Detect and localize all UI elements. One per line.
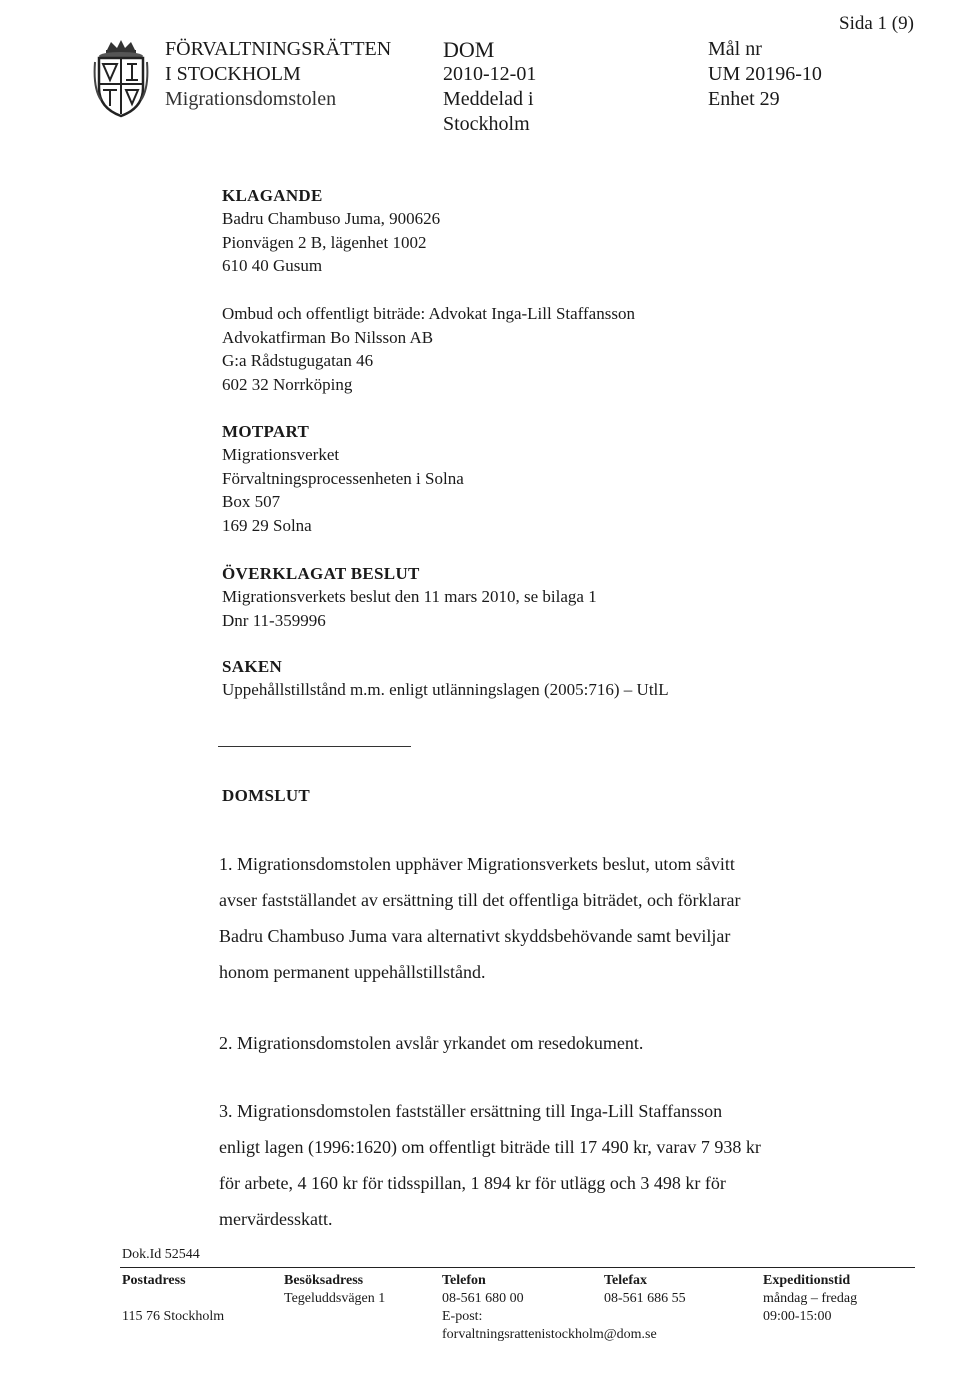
court-line-2: I STOCKHOLM	[165, 63, 301, 85]
ombud-section	[222, 302, 635, 396]
unit-label: Enhet 29	[708, 88, 780, 110]
meddelad-label: Meddelad i	[443, 88, 534, 110]
domslut-point-1	[219, 846, 740, 990]
decision-date: 2010-12-01	[443, 63, 537, 85]
section-divider	[218, 746, 411, 747]
domslut-line: mervärdesskatt.	[219, 1209, 333, 1229]
postadress-label: Postadress	[122, 1273, 186, 1288]
telefon-label: Telefon	[442, 1273, 486, 1288]
footer-divider	[120, 1267, 915, 1268]
case-info	[708, 37, 822, 112]
saken-line: Uppehållstillstånd m.m. enligt utlänningslagen (2005:716) – UtlL	[222, 680, 669, 699]
document-type: DOM	[443, 37, 495, 62]
footer-telefax	[604, 1272, 686, 1308]
ombud-line: Ombud och offentligt biträde: Advokat Inga-Lill Staffansson	[222, 304, 635, 323]
footer-expeditionstid	[763, 1272, 857, 1326]
domslut-point-2	[219, 1025, 643, 1061]
ombud-line: 602 32 Norrköping	[222, 374, 353, 394]
motpart-line: 169 29 Solna	[222, 515, 312, 535]
expeditionstid-label: Expeditionstid	[763, 1273, 851, 1288]
case-number: UM 20196-10	[708, 63, 822, 85]
klagande-line: 610 40 Gusum	[222, 256, 323, 275]
footer-postadress	[122, 1272, 224, 1326]
telefon-value: 08-561 680 00	[442, 1291, 524, 1306]
domslut-line: enligt lagen (1996:1620) om offentligt biträde till 17 490 kr, varav 7 938 kr	[219, 1137, 761, 1157]
motpart-section	[222, 420, 464, 537]
klagande-line: Badru Chambuso Juma, 900626	[222, 209, 441, 228]
expeditionstid-days: måndag – fredag	[763, 1291, 858, 1306]
klagande-line: Pionvägen 2 B, lägenhet 1002	[222, 232, 427, 252]
expeditionstid-hours: 09:00-15:00	[763, 1309, 832, 1324]
court-emblem	[93, 36, 149, 118]
saken-heading: SAKEN	[222, 657, 283, 676]
overklagat-section	[222, 562, 597, 632]
document-id: Dok.Id 52544	[122, 1247, 200, 1262]
page-indicator: Sida 1 (9)	[839, 13, 914, 34]
decision-city: Stockholm	[443, 113, 530, 135]
domslut-heading: DOMSLUT	[222, 786, 311, 805]
motpart-heading: MOTPART	[222, 422, 310, 441]
court-line-3: Migrationsdomstolen	[165, 88, 337, 110]
domslut-line: honom permanent uppehållstillstånd.	[219, 962, 486, 982]
epost-value: forvaltningsrattenistockholm@dom.se	[442, 1327, 657, 1342]
domslut-line: avser fastställandet av ersättning till det offentliga biträdet, och förklarar	[219, 890, 741, 910]
motpart-line: Förvaltningsprocessenheten i Solna	[222, 468, 464, 488]
telefax-label: Telefax	[604, 1273, 648, 1288]
telefax-value: 08-561 686 55	[604, 1291, 686, 1306]
ombud-line: Advokatfirman Bo Nilsson AB	[222, 327, 434, 347]
postadress-value: 115 76 Stockholm	[122, 1309, 225, 1324]
ombud-line: G:a Rådstugugatan 46	[222, 351, 374, 370]
klagande-heading: KLAGANDE	[222, 186, 323, 205]
case-label: Mål nr	[708, 38, 762, 60]
document-meta	[443, 37, 536, 137]
footer-besoksadress	[284, 1272, 385, 1308]
domslut-line: 3. Migrationsdomstolen fastställer ersättning till Inga-Lill Staffansson	[219, 1101, 723, 1121]
overklagat-heading: ÖVERKLAGAT BESLUT	[222, 564, 420, 583]
court-line-1: FÖRVALTNINGSRÄTTEN	[165, 38, 392, 60]
saken-section	[222, 655, 669, 702]
besoksadress-value: Tegeluddsvägen 1	[284, 1291, 386, 1306]
besoksadress-label: Besöksadress	[284, 1273, 364, 1288]
domslut-line: 2. Migrationsdomstolen avslår yrkandet om resedokument.	[219, 1033, 644, 1053]
epost-label: E-post:	[442, 1309, 483, 1324]
motpart-line: Box 507	[222, 492, 281, 511]
court-name	[165, 37, 391, 112]
overklagat-line: Migrationsverkets beslut den 11 mars 2010, se bilaga 1	[222, 587, 597, 606]
domslut-line: Badru Chambuso Juma vara alternativt skyddsbehövande samt beviljar	[219, 926, 731, 946]
klagande-section	[222, 184, 440, 278]
motpart-line: Migrationsverket	[222, 445, 340, 464]
domslut-line: för arbete, 4 160 kr för tidsspillan, 1 894 kr för utlägg och 3 498 kr för	[219, 1173, 726, 1193]
domslut-line: 1. Migrationsdomstolen upphäver Migrationsverkets beslut, utom såvitt	[219, 854, 735, 874]
overklagat-line: Dnr 11-359996	[222, 610, 326, 630]
domslut-point-3	[219, 1093, 761, 1237]
